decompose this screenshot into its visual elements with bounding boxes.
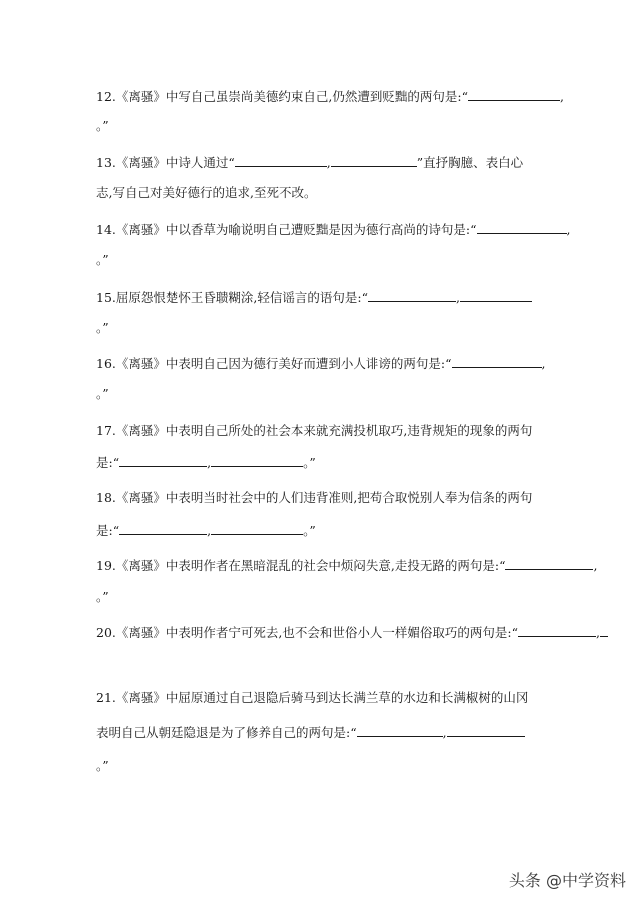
question-text: 《离骚》中写自己虽崇尚美德约束自己,仍然遭到贬黜的两句是:“ [115,89,468,104]
question-21-line-1 [96,690,528,706]
question-number: 12. [96,89,116,104]
question-13-line-1 [96,154,523,171]
question-number: 15. [96,290,116,305]
answer-blank[interactable] [518,624,596,637]
question-number: 13. [96,155,116,170]
answer-blank[interactable] [119,454,207,467]
punctuation: , [442,725,447,740]
punctuation: , [566,222,571,237]
question-21-line-3 [96,758,109,774]
question-text: 志,写自己对美好德行的追求,至死不改。 [96,185,317,200]
question-18-line-2 [96,522,316,539]
answer-blank[interactable] [447,724,525,737]
question-19-line-1 [96,557,597,574]
question-number: 20. [96,625,116,640]
question-number: 18. [96,490,116,505]
question-16-line-1 [96,355,545,372]
answer-blank[interactable] [331,154,417,167]
question-text: 《离骚》中表明自己所处的社会本来就充满投机取巧,违背规矩的现象的两句 [115,423,533,438]
question-18-line-1 [96,490,532,506]
question-text-end: 。” [96,589,109,604]
punctuation: , [326,155,331,170]
punctuation: , [207,523,212,538]
punctuation: 。” [303,455,316,470]
question-number: 19. [96,558,116,573]
answer-blank[interactable] [505,557,593,570]
question-number: 17. [96,423,116,438]
question-text-end: 。” [96,252,109,267]
question-15-line-2 [96,320,109,336]
punctuation: 。” [303,523,316,538]
question-19-line-2 [96,589,109,605]
question-text: 《离骚》中表明当时社会中的人们违背准则,把苟合取悦别人奉为信条的两句 [115,490,533,505]
answer-blank[interactable] [235,154,327,167]
answer-blank[interactable] [460,289,532,302]
question-12-line-2 [96,118,109,134]
question-text: ”直抒胸臆、表白心 [416,155,524,170]
question-text: 《离骚》中诗人通过“ [115,155,235,170]
question-number: 16. [96,356,116,371]
question-text: 《离骚》中表明作者宁可死去,也不会和世俗小人一样媚俗取巧的两句是:“ [115,625,518,640]
question-text: 表明自己从朝廷隐退是为了修养自己的两句是:“ [96,725,357,740]
question-20-line-1 [96,624,608,641]
punctuation: , [593,558,598,573]
answer-blank[interactable] [452,355,542,368]
question-15-line-1 [96,289,532,306]
question-16-line-2 [96,386,109,402]
punctuation: , [207,455,212,470]
question-12-line-1 [96,88,564,105]
answer-blank[interactable] [211,454,303,467]
question-14-line-1 [96,221,570,238]
question-13-line-2 [96,185,316,201]
answer-blank[interactable] [357,724,443,737]
punctuation: , [541,356,546,371]
question-text: 《离骚》中屈原通过自己退隐后骑马到达长满兰草的水边和长满椒树的山冈 [115,690,529,705]
question-text: 屈原怨恨楚怀王昏聩糊涂,轻信谣言的语句是:“ [115,290,368,305]
answer-blank[interactable] [600,624,608,637]
answer-blank[interactable] [119,522,207,535]
question-text: 是:“ [96,523,120,538]
watermark: 头条 @中学资料 [508,871,626,890]
question-17-line-2 [96,454,316,471]
punctuation: , [559,89,564,104]
answer-blank[interactable] [368,289,456,302]
question-number: 14. [96,222,116,237]
punctuation: , [455,290,460,305]
question-text: 《离骚》中以香草为喻说明自己遭贬黜是因为德行高尚的诗句是:“ [115,222,477,237]
answer-blank[interactable] [211,522,303,535]
question-text: 是:“ [96,455,120,470]
question-number: 21. [96,690,116,705]
question-17-line-1 [96,423,532,439]
answer-blank[interactable] [468,88,560,101]
answer-blank[interactable] [477,221,567,234]
question-21-line-2 [96,724,525,741]
question-text-end: 。” [96,758,109,773]
punctuation: , [595,625,600,640]
question-text-end: 。” [96,386,109,401]
question-text: 《离骚》中表明自己因为德行美好而遭到小人诽谤的两句是:“ [115,356,452,371]
question-text: 《离骚》中表明作者在黑暗混乱的社会中烦闷失意,走投无路的两句是:“ [115,558,506,573]
question-text-end: 。” [96,118,109,133]
question-text-end: 。” [96,320,109,335]
question-14-line-2 [96,252,109,268]
